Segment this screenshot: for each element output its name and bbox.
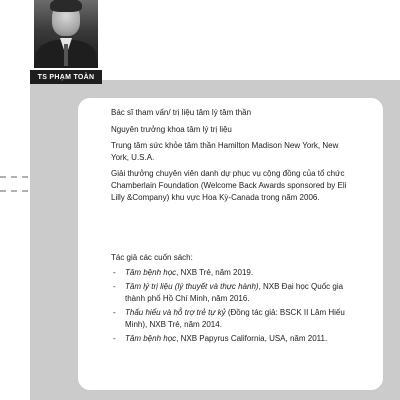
bullet-dash: - bbox=[113, 268, 116, 277]
book-detail: , NXB Trẻ, năm 2019. bbox=[176, 268, 254, 277]
list-item bbox=[111, 281, 356, 305]
book-title: Tâm bệnh học bbox=[125, 334, 177, 343]
bio-line: Giải thưởng chuyên viên danh dự phục vụ cộng đồng của tổ chức Chamberlain Foundation (Welcome Back Awards sponsored by Eli Lilly &Company) khu vực Hoa Kỳ-Canada trong năm 2006. bbox=[111, 169, 347, 202]
bullet-dash: - bbox=[113, 282, 116, 291]
list-item bbox=[111, 307, 356, 331]
book-title: Tâm lý trị liệu (lý thuyết và thực hành) bbox=[125, 282, 259, 291]
bio-line: Bác sĩ tham vấn/ trị liệu tâm lý tâm thần bbox=[111, 108, 252, 117]
left-margin-strip bbox=[0, 0, 30, 400]
bio-card bbox=[78, 98, 383, 390]
bio-line: Trung tâm sức khỏe tâm thần Hamilton Madison New York, New York, U.S.A. bbox=[111, 141, 339, 162]
book-detail: , NXB Papyrus California, USA, năm 2011. bbox=[176, 334, 328, 343]
books-heading: Tác giả các cuốn sách: bbox=[111, 253, 193, 262]
book-detail: (Đồng tác giả: BSCK II Lâm Hiếu Minh), NXB Trẻ, năm 2014. bbox=[125, 308, 345, 329]
portrait-tie bbox=[64, 44, 68, 66]
bullet-dash: - bbox=[113, 334, 116, 343]
decorative-dash-line bbox=[0, 190, 28, 192]
list-item bbox=[111, 267, 356, 279]
book-title: Thấu hiểu và hỗ trợ trẻ tự kỷ bbox=[125, 308, 226, 317]
book-detail: , NXB Đại học Quốc gia thành phố Hồ Chí Minh, năm 2016. bbox=[125, 282, 344, 303]
author-name-tag: TS PHẠM TOÀN bbox=[30, 70, 102, 84]
bio-line: Nguyên trưởng khoa tâm lý trị liệu bbox=[111, 125, 232, 134]
books-list bbox=[111, 252, 356, 347]
decorative-dash-line bbox=[0, 176, 28, 178]
bullet-dash: - bbox=[113, 308, 116, 317]
portrait-hair bbox=[50, 0, 82, 12]
author-portrait bbox=[34, 0, 98, 68]
book-title: Tâm bệnh học bbox=[125, 268, 177, 277]
list-item bbox=[111, 333, 356, 345]
